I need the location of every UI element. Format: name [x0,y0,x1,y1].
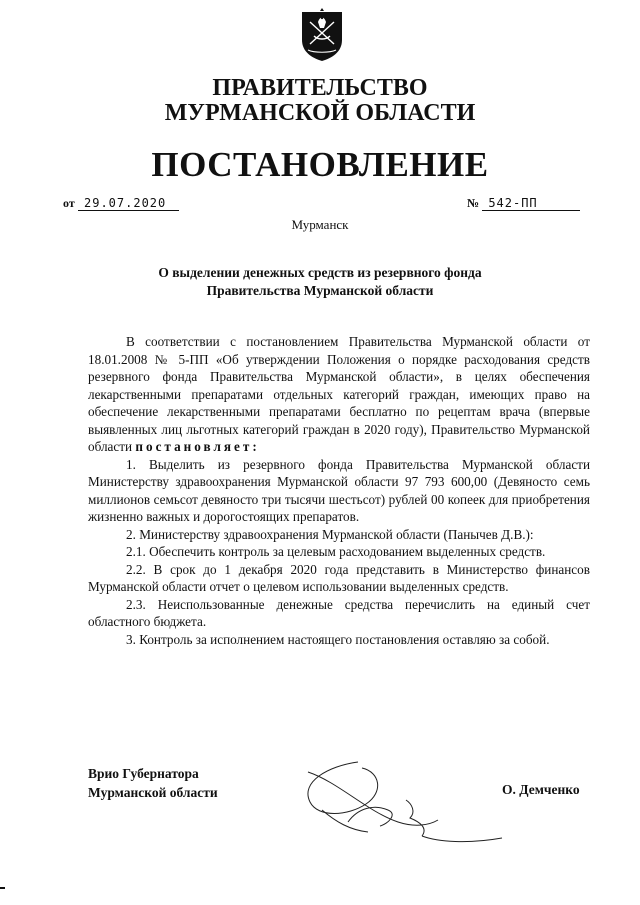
document-type: ПОСТАНОВЛЕНИЕ [151,145,489,184]
signer-position [88,764,218,802]
scan-mark [0,887,5,889]
signer-name: О. Демченко [502,782,580,797]
document-number [467,195,580,211]
handwritten-signature [288,752,508,852]
government-title-line1: ПРАВИТЕЛЬСТВО [212,75,428,101]
document-heading [0,264,640,300]
coat-of-arms-icon [300,8,344,62]
document-heading-line1: О выделении денежных средств из резервного фонда [158,265,482,280]
signer-position-line2: Мурманской области [88,785,218,800]
clause-3: 3. Контроль за исполнением настоящего постановления оставляю за собой. [126,631,550,647]
signer-position-line1: Врио Губернатора [88,766,199,781]
document-body [88,333,590,648]
city: Мурманск [291,217,349,232]
date-prefix: от [63,196,75,210]
clause-2-3: 2.3. Неиспользованные денежные средства перечислить на единый счет областного бюджета. [88,596,590,629]
number-prefix: № [467,196,480,210]
preamble-paragraph [88,333,590,456]
government-title [0,76,640,126]
number-value: 542-ПП [482,196,580,211]
document-date [63,195,179,211]
clause-2-1: 2.1. Обеспечить контроль за целевым расходованием выделенных средств. [126,544,546,559]
clause-2: 2. Министерству здравоохранения Мурманской области (Панычев Д.В.): [126,526,534,542]
decree-word: постановляет: [135,439,260,454]
document-heading-line2: Правительства Мурманской области [206,283,434,298]
clause-2-2: 2.2. В срок до 1 декабря 2020 года представить в Министерство финансов Мурманской области отчет о целевом использовании выделенных средств. [88,561,590,594]
clause-1: 1. Выделить из резервного фонда Правительства Мурманской области Министерству здравоохранения Мурманской области 97 793 600,00 (Девяносто семь миллионов семьсот девяносто три тысячи шестьсот) рублей 00 копеек для приобретения жизненно важных и дорогостоящих препаратов. [88,456,590,524]
government-title-line2: МУРМАНСКОЙ ОБЛАСТИ [164,100,476,126]
preamble-text: В соответствии с постановлением Правительства Мурманской области от 18.01.2008 № 5-ПП «Об утверждении Положения о порядке расходования средств резервного фонда Правительства Мурманской области», в целях обеспечения лекарственными препаратами отдельных категорий граждан, имеющих право на обеспечение лекарственными препаратами бесплатно по рецептам врача (впервые выявленных лиц льготных категорий граждан в 2020 году), Правительство Мурманской области [88,334,590,454]
date-value: 29.07.2020 [78,196,179,211]
